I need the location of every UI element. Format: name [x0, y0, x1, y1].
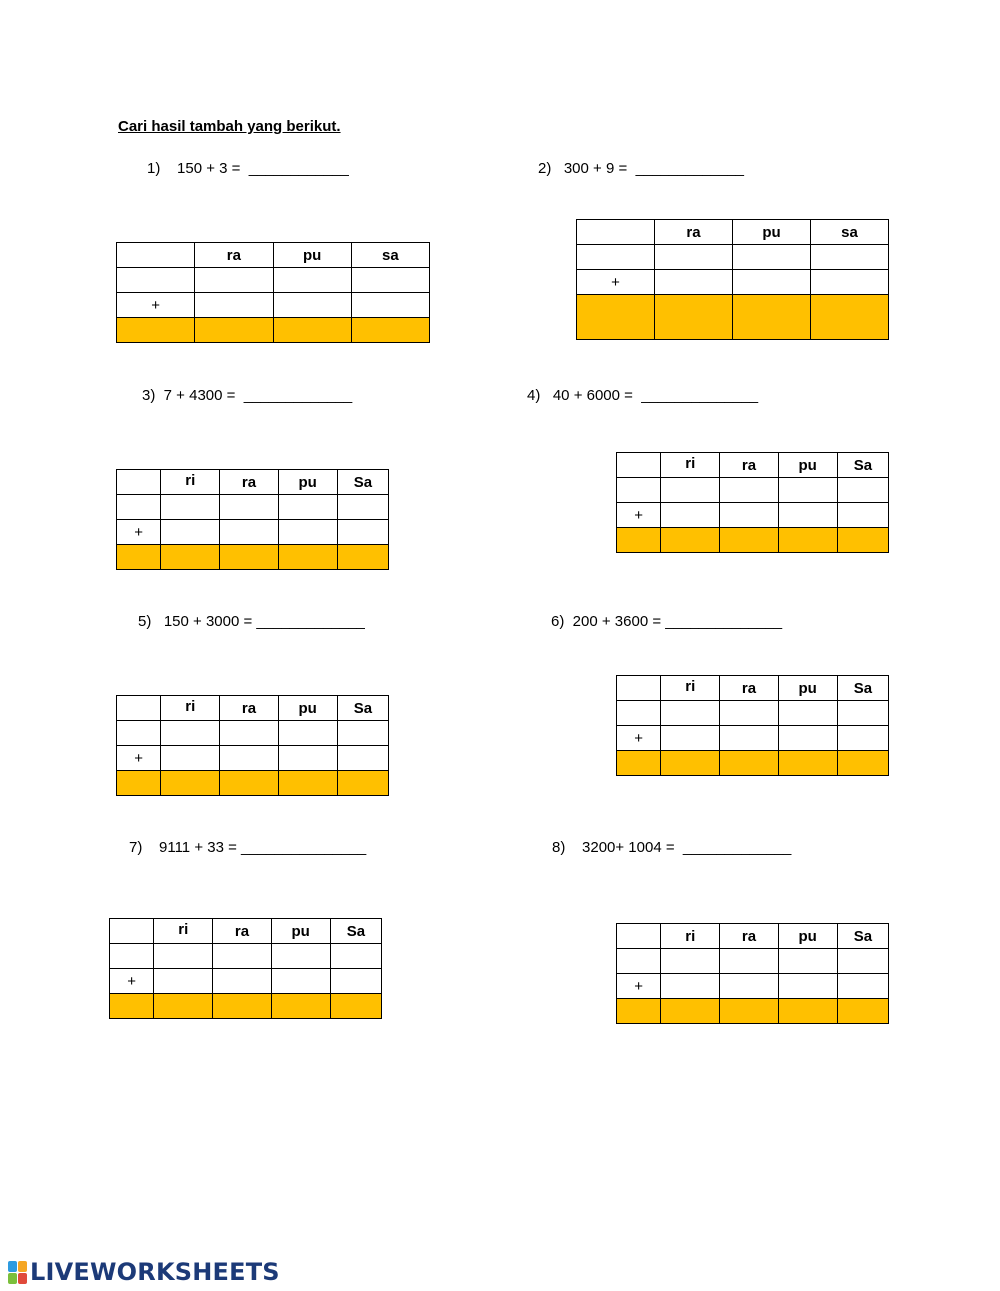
answer-cell[interactable]: [617, 528, 661, 553]
question-5-label: 5) 150 + 3000 = _____________: [138, 613, 365, 630]
empty-cell: [661, 949, 720, 974]
empty-cell: [337, 721, 388, 746]
header-cell-pu: pu: [778, 924, 837, 949]
question-3-place-value-table: [116, 469, 389, 570]
addend-row-plus: [617, 974, 889, 999]
answer-cell[interactable]: [273, 318, 351, 343]
header-row: [617, 676, 889, 701]
addend-row: [617, 949, 889, 974]
header-cell-ri: ri: [661, 924, 720, 949]
question-1-place-value-table: [116, 242, 430, 343]
answer-cell[interactable]: [720, 999, 778, 1024]
question-6-label: 6) 200 + 3600 = ______________: [551, 613, 783, 630]
empty-cell: [337, 746, 388, 771]
addend-row: [577, 245, 889, 270]
answer-cell[interactable]: [837, 751, 888, 776]
empty-cell: [273, 293, 351, 318]
empty-cell: [837, 478, 888, 503]
empty-cell: [577, 245, 655, 270]
answer-cell[interactable]: [661, 751, 720, 776]
plus-sign: +: [617, 726, 661, 751]
header-cell-pu: pu: [778, 453, 837, 478]
empty-cell: [337, 520, 388, 545]
header-cell-ra: ra: [195, 243, 273, 268]
header-row: [110, 919, 382, 944]
question-4-place-value-table: [616, 452, 889, 553]
answer-row: [577, 295, 889, 340]
question-3-label: 3) 7 + 4300 = _____________: [142, 387, 353, 404]
empty-cell: [117, 495, 161, 520]
header-cell-sa: Sa: [337, 470, 388, 495]
answer-cell[interactable]: [337, 545, 388, 570]
empty-cell: [330, 944, 381, 969]
empty-cell: [837, 503, 888, 528]
empty-cell: [617, 949, 661, 974]
empty-cell: [661, 726, 720, 751]
header-cell-pu: pu: [733, 220, 811, 245]
answer-row: [117, 545, 389, 570]
empty-cell: [720, 701, 778, 726]
empty-cell: [161, 721, 220, 746]
empty-cell: [837, 701, 888, 726]
answer-cell[interactable]: [811, 295, 889, 340]
empty-cell: [837, 726, 888, 751]
answer-cell[interactable]: [337, 771, 388, 796]
empty-cell: [720, 478, 778, 503]
addend-row: [117, 268, 430, 293]
answer-row: [110, 994, 382, 1019]
header-cell-ri: ri: [661, 453, 720, 478]
plus-sign: +: [117, 746, 161, 771]
empty-cell: [661, 503, 720, 528]
empty-cell: [271, 944, 330, 969]
empty-cell: [720, 503, 778, 528]
header-cell-ra: ra: [720, 676, 778, 701]
question-5-place-value-table: [116, 695, 389, 796]
header-cell-ra: ra: [720, 453, 778, 478]
plus-sign: +: [617, 503, 661, 528]
header-cell: [617, 453, 661, 478]
answer-cell[interactable]: [271, 994, 330, 1019]
header-cell-ra: ra: [720, 924, 778, 949]
answer-cell[interactable]: [837, 528, 888, 553]
empty-cell: [655, 270, 733, 295]
empty-cell: [733, 270, 811, 295]
empty-cell: [351, 268, 429, 293]
answer-cell[interactable]: [837, 999, 888, 1024]
empty-cell: [720, 726, 778, 751]
header-cell-ri: ri: [661, 676, 720, 701]
plus-sign: +: [117, 520, 161, 545]
header-cell: [117, 470, 161, 495]
header-cell: [577, 220, 655, 245]
header-cell: [110, 919, 154, 944]
empty-cell: [271, 969, 330, 994]
addend-row-plus: [617, 726, 889, 751]
addend-row-plus: [617, 503, 889, 528]
empty-cell: [161, 495, 220, 520]
question-2-place-value-table: [576, 219, 889, 340]
question-7-label: 7) 9111 + 33 = _______________: [129, 839, 367, 856]
answer-cell[interactable]: [720, 751, 778, 776]
header-cell-sa: sa: [811, 220, 889, 245]
header-cell-pu: pu: [271, 919, 330, 944]
answer-cell[interactable]: [617, 751, 661, 776]
header-cell: [617, 924, 661, 949]
empty-cell: [278, 520, 337, 545]
answer-cell[interactable]: [161, 771, 220, 796]
answer-row: [617, 751, 889, 776]
header-row: [617, 924, 889, 949]
empty-cell: [720, 974, 778, 999]
addend-row-plus: [117, 520, 389, 545]
empty-cell: [117, 268, 195, 293]
answer-row: [117, 318, 430, 343]
empty-cell: [220, 495, 278, 520]
answer-cell[interactable]: [661, 528, 720, 553]
answer-row: [617, 528, 889, 553]
answer-cell[interactable]: [117, 318, 195, 343]
answer-cell[interactable]: [110, 994, 154, 1019]
empty-cell: [778, 949, 837, 974]
empty-cell: [661, 478, 720, 503]
answer-row: [617, 999, 889, 1024]
plus-sign: +: [577, 270, 655, 295]
addend-row: [117, 495, 389, 520]
answer-row: [117, 771, 389, 796]
answer-cell[interactable]: [278, 545, 337, 570]
header-cell-ri: ri: [154, 919, 213, 944]
empty-cell: [117, 721, 161, 746]
header-row: [577, 220, 889, 245]
answer-cell[interactable]: [213, 994, 271, 1019]
empty-cell: [154, 944, 213, 969]
empty-cell: [278, 721, 337, 746]
empty-cell: [655, 245, 733, 270]
header-cell: [117, 243, 195, 268]
empty-cell: [161, 520, 220, 545]
answer-cell[interactable]: [278, 771, 337, 796]
empty-cell: [220, 520, 278, 545]
header-cell-ri: ri: [161, 470, 220, 495]
question-2-label: 2) 300 + 9 = _____________: [538, 160, 745, 177]
empty-cell: [778, 726, 837, 751]
answer-cell[interactable]: [161, 545, 220, 570]
empty-cell: [811, 270, 889, 295]
answer-cell[interactable]: [351, 318, 429, 343]
empty-cell: [330, 969, 381, 994]
header-cell-pu: pu: [278, 470, 337, 495]
header-cell-ri: ri: [161, 696, 220, 721]
question-4-label: 4) 40 + 6000 = ______________: [527, 387, 759, 404]
header-cell-sa: Sa: [837, 676, 888, 701]
addend-row-plus: [117, 293, 430, 318]
empty-cell: [778, 974, 837, 999]
empty-cell: [278, 495, 337, 520]
empty-cell: [837, 974, 888, 999]
plus-sign: +: [110, 969, 154, 994]
header-row: [117, 470, 389, 495]
empty-cell: [661, 974, 720, 999]
header-cell-sa: Sa: [330, 919, 381, 944]
worksheet-title: Cari hasil tambah yang berikut.: [118, 118, 341, 135]
empty-cell: [778, 503, 837, 528]
header-cell-ra: ra: [220, 696, 278, 721]
empty-cell: [213, 944, 271, 969]
answer-cell[interactable]: [778, 751, 837, 776]
question-7-place-value-table: [109, 918, 382, 1019]
answer-cell[interactable]: [220, 771, 278, 796]
empty-cell: [195, 293, 273, 318]
plus-sign: +: [617, 974, 661, 999]
empty-cell: [733, 245, 811, 270]
answer-cell[interactable]: [117, 771, 161, 796]
header-cell-sa: Sa: [837, 924, 888, 949]
empty-cell: [617, 478, 661, 503]
header-cell-pu: pu: [273, 243, 351, 268]
answer-cell[interactable]: [154, 994, 213, 1019]
empty-cell: [837, 949, 888, 974]
header-row: [117, 696, 389, 721]
empty-cell: [220, 746, 278, 771]
answer-cell[interactable]: [577, 295, 655, 340]
empty-cell: [778, 701, 837, 726]
answer-cell[interactable]: [720, 528, 778, 553]
header-cell-pu: pu: [778, 676, 837, 701]
addend-row-plus: [110, 969, 382, 994]
question-6-place-value-table: [616, 675, 889, 776]
question-8-label: 8) 3200+ 1004 = _____________: [552, 839, 792, 856]
question-8-place-value-table: [616, 923, 889, 1024]
answer-cell[interactable]: [220, 545, 278, 570]
empty-cell: [661, 701, 720, 726]
answer-cell[interactable]: [733, 295, 811, 340]
header-cell-ra: ra: [213, 919, 271, 944]
answer-cell[interactable]: [195, 318, 273, 343]
header-cell-sa: Sa: [337, 696, 388, 721]
addend-row-plus: [577, 270, 889, 295]
answer-cell[interactable]: [330, 994, 381, 1019]
header-cell: [617, 676, 661, 701]
empty-cell: [273, 268, 351, 293]
header-row: [617, 453, 889, 478]
empty-cell: [337, 495, 388, 520]
empty-cell: [110, 944, 154, 969]
header-cell-ra: ra: [655, 220, 733, 245]
addend-row: [110, 944, 382, 969]
empty-cell: [278, 746, 337, 771]
liveworksheets-logo: [8, 1258, 280, 1286]
header-cell-pu: pu: [278, 696, 337, 721]
empty-cell: [778, 478, 837, 503]
header-cell: [117, 696, 161, 721]
answer-cell[interactable]: [117, 545, 161, 570]
empty-cell: [161, 746, 220, 771]
empty-cell: [195, 268, 273, 293]
empty-cell: [154, 969, 213, 994]
answer-cell[interactable]: [655, 295, 733, 340]
empty-cell: [811, 245, 889, 270]
addend-row: [117, 721, 389, 746]
header-cell-sa: sa: [351, 243, 429, 268]
answer-cell[interactable]: [617, 999, 661, 1024]
question-1-label: 1) 150 + 3 = ____________: [147, 160, 349, 177]
answer-cell[interactable]: [661, 999, 720, 1024]
empty-cell: [720, 949, 778, 974]
addend-row: [617, 701, 889, 726]
empty-cell: [351, 293, 429, 318]
addend-row-plus: [117, 746, 389, 771]
header-cell-sa: Sa: [837, 453, 888, 478]
plus-sign: +: [117, 293, 195, 318]
header-row: [117, 243, 430, 268]
addend-row: [617, 478, 889, 503]
empty-cell: [220, 721, 278, 746]
answer-cell[interactable]: [778, 999, 837, 1024]
answer-cell[interactable]: [778, 528, 837, 553]
header-cell-ra: ra: [220, 470, 278, 495]
empty-cell: [213, 969, 271, 994]
brand-name: LIVEWORKSHEETS: [30, 1258, 280, 1286]
empty-cell: [617, 701, 661, 726]
logo-blocks-icon: [8, 1261, 27, 1284]
